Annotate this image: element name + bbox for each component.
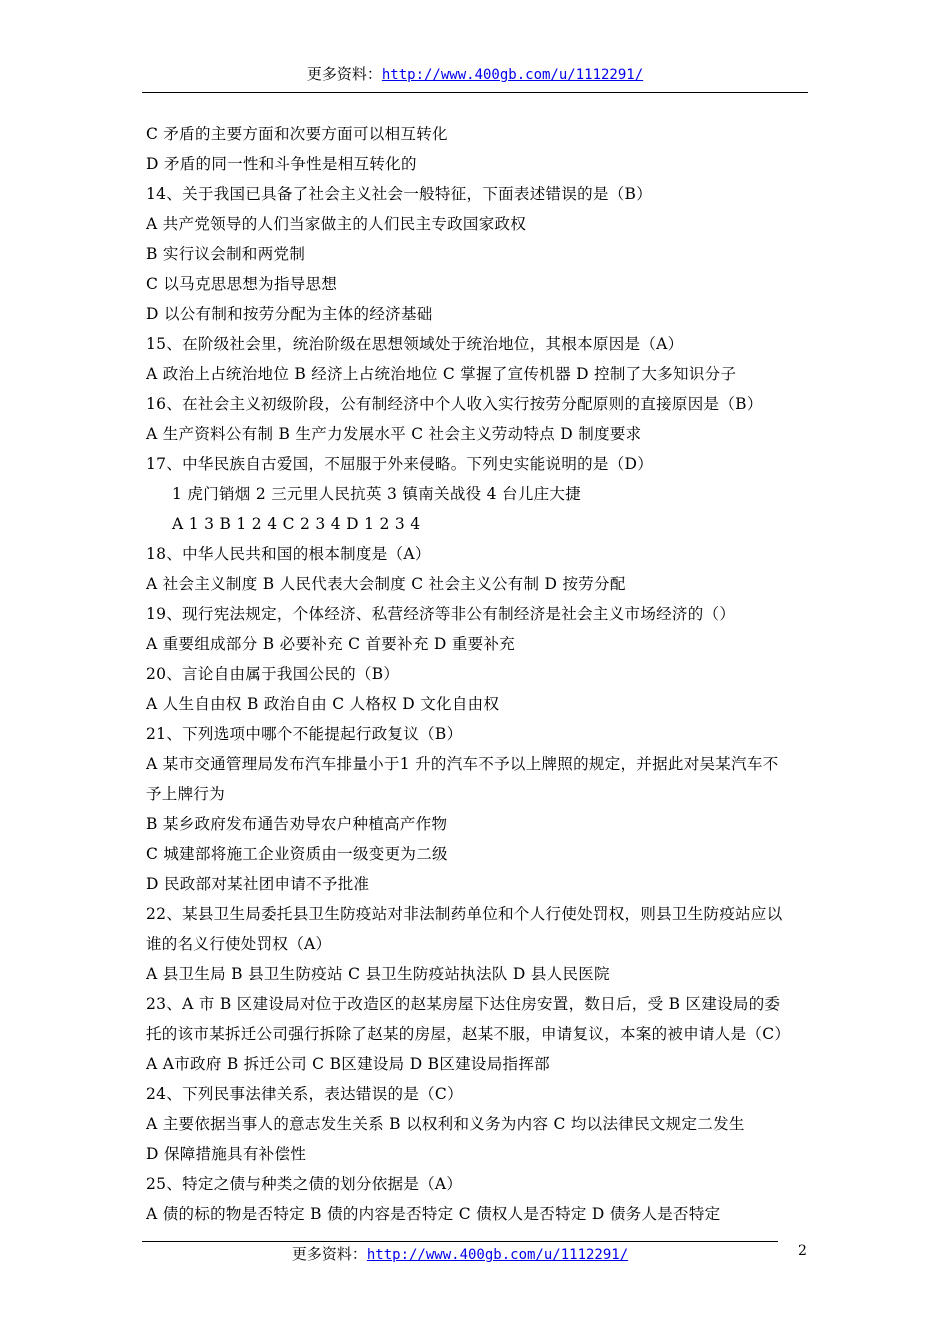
text-line: A A市政府 B 拆迁公司 C B区建设局 D B区建设局指挥部 bbox=[146, 1055, 550, 1073]
footer-label: 更多资料： bbox=[291, 1245, 367, 1263]
text-line: D 民政部对某社团申请不予批准 bbox=[146, 875, 370, 893]
page-footer bbox=[142, 1244, 778, 1265]
page-header bbox=[142, 64, 808, 85]
question-20: 20、言论自由属于我国公民的（B） bbox=[146, 665, 400, 683]
question-23: 23、A 市 B 区建设局对位于改造区的赵某房屋下达住房安置，数日后，受 B 区建设局的委 bbox=[146, 995, 781, 1013]
question-14: 14、关于我国已具备了社会主义社会一般特征，下面表述错误的是（B） bbox=[146, 185, 653, 203]
question-16: 16、在社会主义初级阶段，公有制经济中个人收入实行按劳分配原则的直接原因是（B） bbox=[146, 395, 763, 413]
text-line: 谁的名义行使处罚权（A） bbox=[146, 935, 332, 953]
page-number: 2 bbox=[798, 1243, 807, 1259]
text-line: A 县卫生局 B 县卫生防疫站 C 县卫生防疫站执法队 D 县人民医院 bbox=[146, 965, 610, 983]
text-line: D 以公有制和按劳分配为主体的经济基础 bbox=[146, 305, 433, 323]
text-line: A 主要依据当事人的意志发生关系 B 以权利和义务为内容 C 均以法律民文规定二发生 bbox=[146, 1115, 745, 1133]
question-18: 18、中华人民共和国的根本制度是（A） bbox=[146, 545, 431, 563]
text-line: 托的该市某拆迁公司强行拆除了赵某的房屋，赵某不服，申请复议，本案的被申请人是（C） bbox=[146, 1025, 791, 1043]
header-link[interactable]: http://www.400gb.com/u/1112291/ bbox=[381, 67, 644, 83]
question-15: 15、在阶级社会里，统治阶级在思想领域处于统治地位，其根本原因是（A） bbox=[146, 335, 684, 353]
header-divider bbox=[142, 92, 808, 93]
question-list bbox=[146, 119, 810, 1229]
text-line: 1 虎门销烟 2 三元里人民抗英 3 镇南关战役 4 台儿庄大捷 bbox=[172, 485, 582, 503]
text-line: D 矛盾的同一性和斗争性是相互转化的 bbox=[146, 155, 417, 173]
question-19: 19、现行宪法规定，个体经济、私营经济等非公有制经济是社会主义市场经济的（） bbox=[146, 605, 736, 623]
question-22: 22、某县卫生局委托县卫生防疫站对非法制药单位和个人行使处罚权，则县卫生防疫站应以 bbox=[146, 905, 783, 923]
text-line: C 城建部将施工企业资质由一级变更为二级 bbox=[146, 845, 448, 863]
text-line: A 政治上占统治地位 B 经济上占统治地位 C 掌握了宣传机器 D 控制了大多知识分子 bbox=[146, 365, 737, 383]
footer-divider bbox=[142, 1241, 778, 1242]
text-line: A 某市交通管理局发布汽车排量小于1 升的汽车不予以上牌照的规定，并据此对吴某汽车不 bbox=[146, 755, 779, 773]
text-line: D 保障措施具有补偿性 bbox=[146, 1145, 307, 1163]
text-line: A 社会主义制度 B 人民代表大会制度 C 社会主义公有制 D 按劳分配 bbox=[146, 575, 626, 593]
question-21: 21、下列选项中哪个不能提起行政复议（B） bbox=[146, 725, 463, 743]
footer-link[interactable]: http://www.400gb.com/u/1112291/ bbox=[366, 1247, 629, 1263]
text-line: C 矛盾的主要方面和次要方面可以相互转化 bbox=[146, 125, 448, 143]
text-line: B 实行议会制和两党制 bbox=[146, 245, 306, 263]
question-25: 25、特定之债与种类之债的划分依据是（A） bbox=[146, 1175, 463, 1193]
text-line: B 某乡政府发布通告劝导农户种植高产作物 bbox=[146, 815, 448, 833]
question-24: 24、下列民事法律关系，表达错误的是（C） bbox=[146, 1085, 463, 1103]
question-17: 17、中华民族自古爱国，不屈服于外来侵略。下列史实能说明的是（D） bbox=[146, 455, 654, 473]
text-line: A 人生自由权 B 政治自由 C 人格权 D 文化自由权 bbox=[146, 695, 500, 713]
text-line: C 以马克思思想为指导思想 bbox=[146, 275, 338, 293]
text-line: A 重要组成部分 B 必要补充 C 首要补充 D 重要补充 bbox=[146, 635, 516, 653]
text-line: A 共产党领导的人们当家做主的人们民主专政国家政权 bbox=[146, 215, 527, 233]
text-line: A 1 3 B 1 2 4 C 2 3 4 D 1 2 3 4 bbox=[172, 515, 421, 533]
header-label: 更多资料： bbox=[306, 65, 382, 83]
text-line: A 债的标的物是否特定 B 债的内容是否特定 C 债权人是否特定 D 债务人是否特定 bbox=[146, 1205, 721, 1223]
text-line: 予上牌行为 bbox=[146, 785, 226, 803]
text-line: A 生产资料公有制 B 生产力发展水平 C 社会主义劳动特点 D 制度要求 bbox=[146, 425, 642, 443]
